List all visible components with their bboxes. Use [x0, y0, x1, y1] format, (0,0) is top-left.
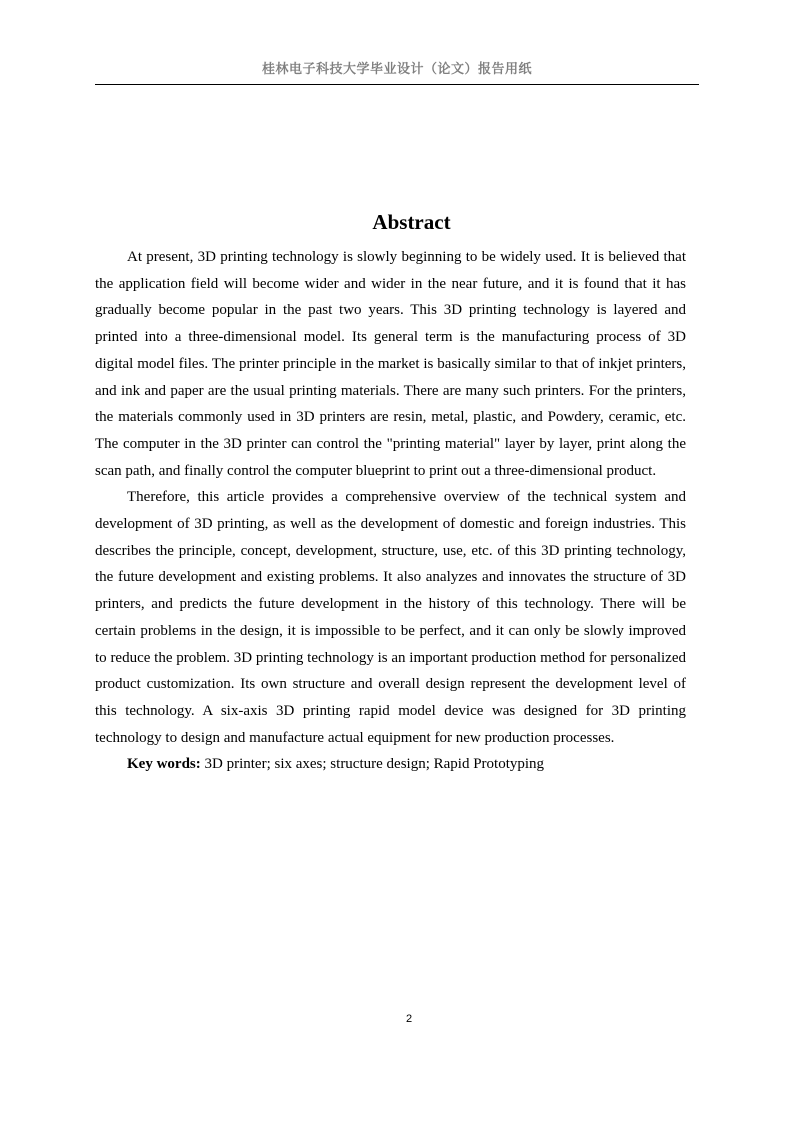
- abstract-body: [95, 244, 686, 778]
- abstract-paragraph-2: Therefore, this article provides a comprehensive overview of the technical system and development of 3D printing, as well as the development of domestic and foreign industries. This describes the principle, concept, development, structure, use, etc. of this 3D printing technology, the future development and existing problems. It also analyzes and innovates the structure of 3D printers, and predicts the future development in the history of this technology. There will be certain problems in the design, it is impossible to be perfect, and it can only be slowly improved to reduce the problem. 3D printing technology is an important production method for personalized product customization. Its own structure and overall design represent the development level of this technology. A six-axis 3D printing rapid model device was designed for 3D printing technology to design and manufacture actual equipment for new production processes.: [95, 489, 686, 746]
- keywords-line: [95, 751, 686, 778]
- abstract-paragraph-1: At present, 3D printing technology is slowly beginning to be widely used. It is believed that the application field will become wider and wider in the near future, and it is found that it has gradually become popular in the past two years. This 3D printing technology is layered and printed into a three-dimensional model. Its general term is the manufacturing process of 3D digital model files. The printer principle in the market is basically similar to that of inkjet printers, and ink and paper are the usual printing materials. There are many such printers. For the printers, the materials commonly used in 3D printers are resin, metal, plastic, and Powdery, ceramic, etc. The computer in the 3D printer can control the "printing material" layer by layer, print along the scan path, and finally control the computer blueprint to print out a three-dimensional product.: [95, 249, 686, 479]
- page-number: 2: [405, 1013, 413, 1025]
- keywords-text: 3D printer; six axes; structure design; Rapid Prototyping: [204, 756, 545, 773]
- abstract-heading: Abstract: [372, 210, 451, 234]
- keywords-label: Key words:: [127, 756, 201, 773]
- page-header-title: 桂林电子科技大学毕业设计（论文）报告用纸: [261, 62, 532, 77]
- header-divider: [95, 84, 699, 85]
